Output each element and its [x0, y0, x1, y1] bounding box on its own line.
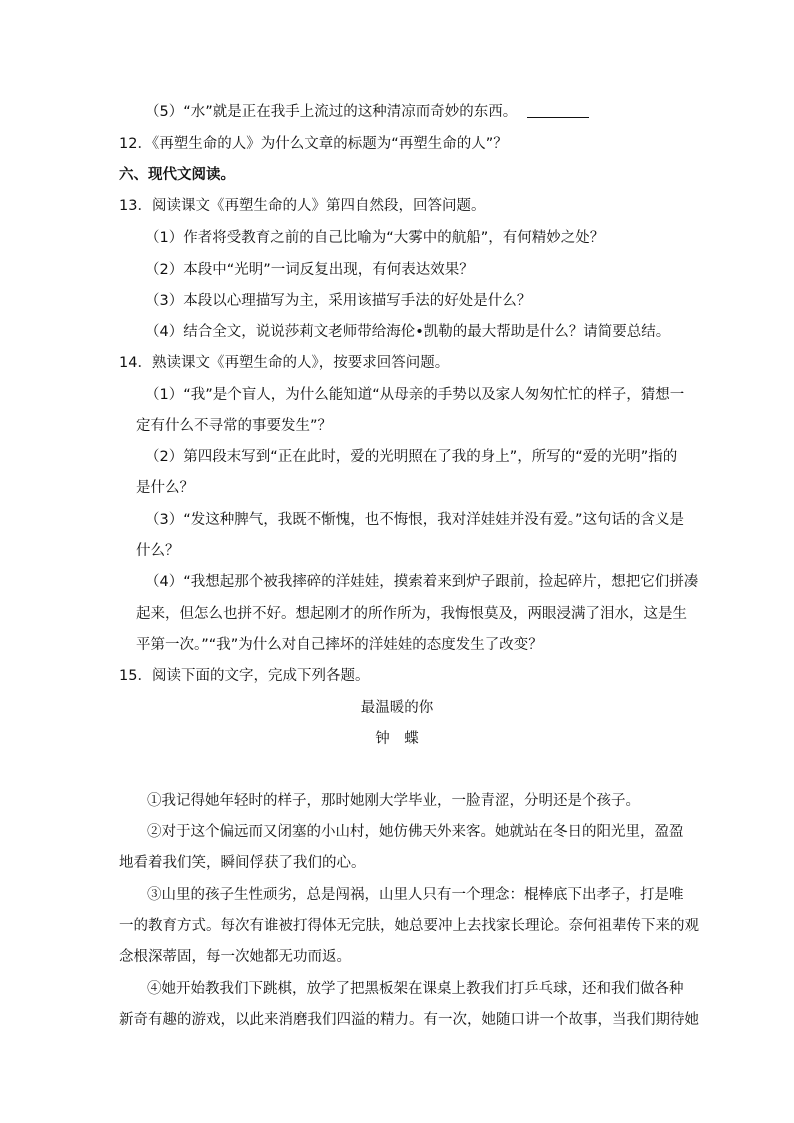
question-14-item-4-line-2: 起来，但怎么也拼不好。想起刚才的所作所为，我悔恨莫及，两眼浸满了泪水，这是生 — [136, 606, 687, 622]
question-14-item-1-line-2: 定有什么不寻常的事要发生”？ — [136, 418, 333, 434]
question-13-item-1: （1）作者将受教育之前的自己比喻为“大雾中的航船”，有何精妙之处？ — [145, 230, 605, 246]
answer-blank[interactable] — [527, 103, 589, 118]
essay-paragraph-4-line-2: 新奇有趣的游戏，以此来消磨我们四溢的精力。有一次，她随口讲一个故事，当我们期待她 — [119, 1012, 699, 1028]
question-item-5-text: （5）“水”就是正在我手上流过的这种清凉而奇妙的东西。 — [145, 104, 518, 120]
essay-paragraph-2-line-1: ②对于这个偏远而又闭塞的小山村，她仿佛天外来客。她就站在冬日的阳光里，盈盈 — [147, 824, 684, 840]
section-heading: 六、现代文阅读。 — [119, 167, 235, 183]
essay-paragraph-3-line-2: 一的教育方式。每次有谁被打得体无完肤，她总要冲上去找家长理论。奈何祖辈传下来的观 — [119, 918, 699, 934]
essay-paragraph-2-line-2: 地看着我们笑，瞬间俘获了我们的心。 — [119, 855, 366, 871]
question-14-item-3-line-1: （3）“发这种脾气，我既不惭愧，也不悔恨，我对洋娃娃并没有爱。”这句话的含义是 — [145, 512, 684, 528]
question-14-item-2-line-1: （2）第四段末写到“正在此时，爱的光明照在了我的身上”，所写的“爱的光明”指的 — [145, 449, 678, 465]
essay-paragraph-3-line-1: ③山里的孩子生性顽劣，总是闯祸，山里人只有一个理念：棍棒底下出孝子，打是唯 — [147, 887, 684, 903]
question-14-item-4-line-1: （4）“我想起那个被我摔碎的洋娃娃，摸索着来到炉子跟前，捡起碎片，想把它们拼凑 — [145, 574, 699, 590]
question-14-item-1-line-1: （1）“我”是个盲人，为什么能知道“从母亲的手势以及家人匆匆忙忙的样子，猜想一 — [145, 387, 685, 403]
question-14-item-3-line-2: 什么？ — [136, 543, 180, 559]
essay-title: 最温暖的你 — [360, 700, 434, 716]
question-12: 12．《再塑生命的人》为什么文章的标题为“再塑生命的人”？ — [119, 136, 508, 152]
essay-author: 钟 蝶 — [375, 731, 419, 747]
essay-paragraph-1: ①我记得她年轻时的样子，那时她刚大学毕业，一脸青涩，分明还是个孩子。 — [147, 793, 640, 809]
essay-paragraph-3-line-3: 念根深蒂固，每一次她都无功而返。 — [119, 949, 351, 965]
question-13-item-3: （3）本段以心理描写为主，采用该描写手法的好处是什么？ — [145, 293, 532, 309]
essay-paragraph-4-line-1: ④她开始教我们下跳棋，放学了把黑板架在课桌上教我们打乒乓球，还和我们做各种 — [147, 981, 684, 997]
question-14-item-4-line-3: 平第一次。”“我”为什么对自己摔坏的洋娃娃的态度发生了改变？ — [136, 637, 543, 653]
question-14-item-2-line-2: 是什么？ — [136, 480, 194, 496]
question-15: 15．阅读下面的文字，完成下列各题。 — [119, 668, 370, 684]
question-13: 13．阅读课文《再塑生命的人》第四自然段，回答问题。 — [119, 198, 486, 214]
question-item-5 — [145, 103, 589, 121]
question-13-item-4: （4）结合全文，说说莎莉文老师带给海伦•凯勒的最大帮助是什么？请简要总结。 — [145, 324, 671, 340]
question-13-item-2: （2）本段中“光明”一词反复出现，有何表达效果？ — [145, 262, 474, 278]
question-14: 14．熟读课文《再塑生命的人》，按要求回答问题。 — [119, 355, 450, 371]
